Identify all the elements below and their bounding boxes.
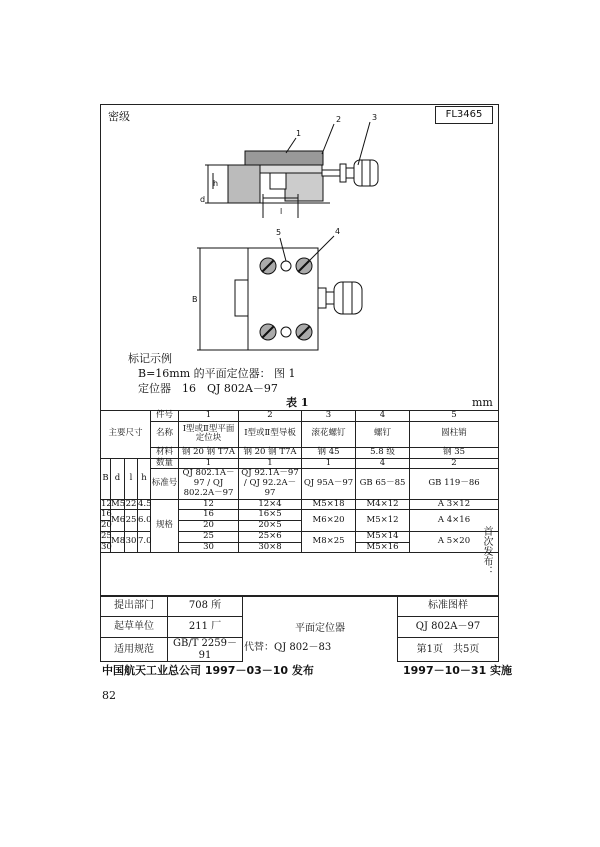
knurled-knob-2: [334, 282, 362, 314]
replace-note: 代替：QJ 802－83: [244, 638, 331, 653]
knurled-knob: [354, 160, 378, 186]
guide-plate: [245, 151, 323, 165]
secret-level-label: 密级: [108, 110, 130, 123]
marking-line-2: 定位器 16 QJ 802A－97: [138, 382, 278, 395]
table-unit: mm: [472, 396, 493, 409]
effective-line: 1997－10－31 实施: [403, 664, 513, 677]
parts-table: 主要尺寸 件号 1 2 3 4 5 名称 Ⅰ型或Ⅱ型平面定位块 Ⅰ型或Ⅱ型导板 滚花螺钉 螺钉 圆柱销 材料 钢 20 钢 T7A 钢 20 钢 T7A 钢 45 5.8 级 钢 35 B d l h 数量 1 1 1 4 2 标准号 QJ 802.1A－97 / QJ 802.2A－97 QJ 92.1A－97 / QJ 92.2A－97 QJ 95A－97 GB 65－85 GB 119－86 12 M5 22 4.5 规格 12 12×4 M5×18 M4×12 A 3×12 16 M6 25 6.0 16 16×5 M6×20 M5×12 A 4×16 20 20 20×5 25 M8 30 7.0 25 25×6 M8×25 M5×14 A 5×20 30 30 30×8 M5×16: [100, 410, 499, 553]
main-dims-header: 主要尺寸: [101, 411, 151, 459]
dim-h: h: [213, 179, 219, 188]
technical-drawing: [100, 110, 497, 360]
figure-label: 图 1: [274, 367, 296, 380]
dim-B: B: [192, 295, 198, 304]
part-no-header: 件号: [151, 411, 179, 422]
dim-l: l: [280, 207, 283, 216]
callout-5: 5: [276, 228, 282, 237]
dim-d: d: [200, 195, 206, 204]
page-number: 82: [102, 689, 116, 702]
base-block: [228, 165, 260, 203]
callout-3: 3: [372, 113, 378, 122]
marking-line-1: B=16mm 的平面定位器：: [138, 367, 271, 380]
first-issue-note: 首次发布：: [481, 526, 492, 576]
callout-2: 2: [336, 115, 342, 124]
marking-title: 标记示例: [128, 352, 172, 365]
title-block: 提出部门 708 所 平面定位器 标准图样 起草单位 211 厂 QJ 802A－97 适用规范 GB/T 2259－91 第1页 共5页: [100, 595, 499, 662]
callout-1: 1: [296, 129, 302, 138]
doc-code: FL3465: [435, 106, 493, 124]
std-title: 平面定位器: [243, 596, 398, 662]
table-title: 表 1: [286, 396, 309, 409]
issue-line: 中国航天工业总公司 1997－03－10 发布: [102, 664, 314, 677]
callout-4: 4: [335, 227, 341, 236]
